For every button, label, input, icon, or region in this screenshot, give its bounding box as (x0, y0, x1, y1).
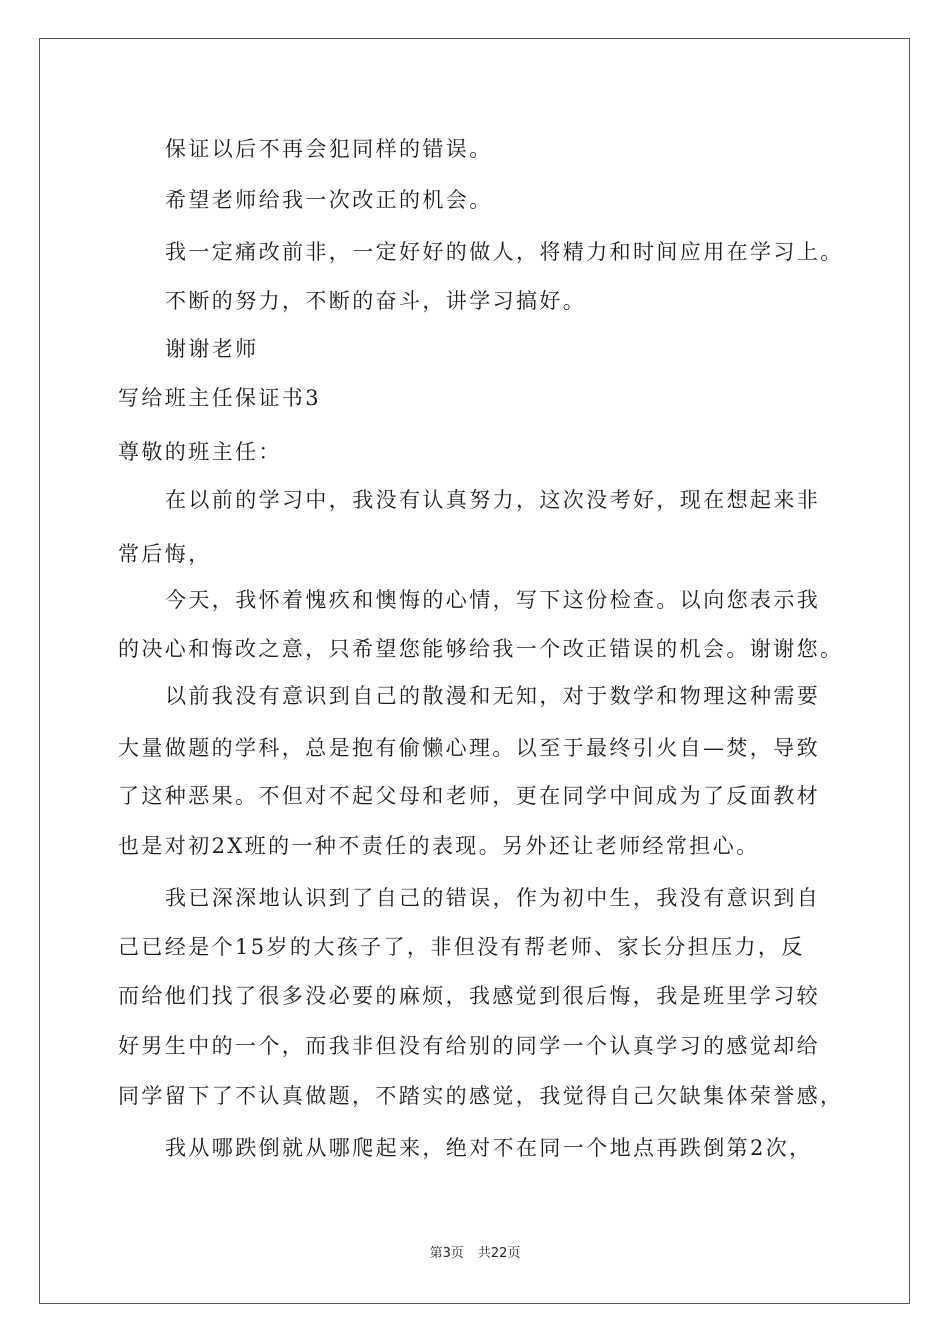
text-line: 在以前的学习中，我没有认真努力，这次没考好，现在想起来非 (165, 488, 821, 512)
text-line: 了这种恶果。不但对不起父母和老师，更在同学中间成为了反面教材 (118, 784, 820, 808)
section-title: 写给班主任保证书3 (118, 386, 321, 410)
text-line: 保证以后不再会犯同样的错误。 (165, 137, 493, 161)
text-line: 常后悔， (118, 542, 212, 566)
text-line: 大量做题的学科，总是抱有偷懒心理。以至于最终引火自—焚，导致 (118, 736, 820, 760)
text-line: 己已经是个15岁的大孩子了，非但没有帮老师、家长分担压力，反 (118, 935, 805, 959)
page-footer (0, 1245, 950, 1263)
text-line: 以前我没有意识到自己的散漫和无知，对于数学和物理这种需要 (165, 684, 821, 708)
text-line: 我已深深地认识到了自己的错误，作为初中生，我没有意识到自 (165, 886, 821, 910)
text-line: 而给他们找了很多没必要的麻烦，我感觉到很后悔，我是班里学习较 (118, 984, 820, 1008)
text-line: 也是对初2X班的一种不责任的表现。另外还让老师经常担心。 (118, 834, 760, 858)
page-total: 共22页 (477, 1246, 521, 1261)
page-frame (39, 38, 910, 1304)
text-line: 谢谢老师 (165, 337, 259, 361)
text-line: 希望老师给我一次改正的机会。 (165, 188, 493, 212)
page-number: 第3页 (429, 1246, 464, 1261)
text-line: 不断的努力，不断的奋斗，讲学习搞好。 (165, 289, 587, 313)
text-line: 好男生中的一个，而我非但没有给别的同学一个认真学习的感觉却给 (118, 1034, 820, 1058)
text-line: 今天，我怀着愧疚和懊悔的心情，写下这份检查。以向您表示我 (165, 588, 821, 612)
text-line: 的决心和悔改之意，只希望您能够给我一个改正错误的机会。谢谢您。 (118, 637, 844, 661)
text-line: 我一定痛改前非，一定好好的做人，将精力和时间应用在学习上。 (165, 240, 844, 264)
text-line: 同学留下了不认真做题，不踏实的感觉，我觉得自己欠缺集体荣誉感， (118, 1084, 844, 1108)
text-line: 我从哪跌倒就从哪爬起来，绝对不在同一个地点再跌倒第2次， (165, 1136, 813, 1160)
salutation: 尊敬的班主任： (118, 440, 282, 464)
